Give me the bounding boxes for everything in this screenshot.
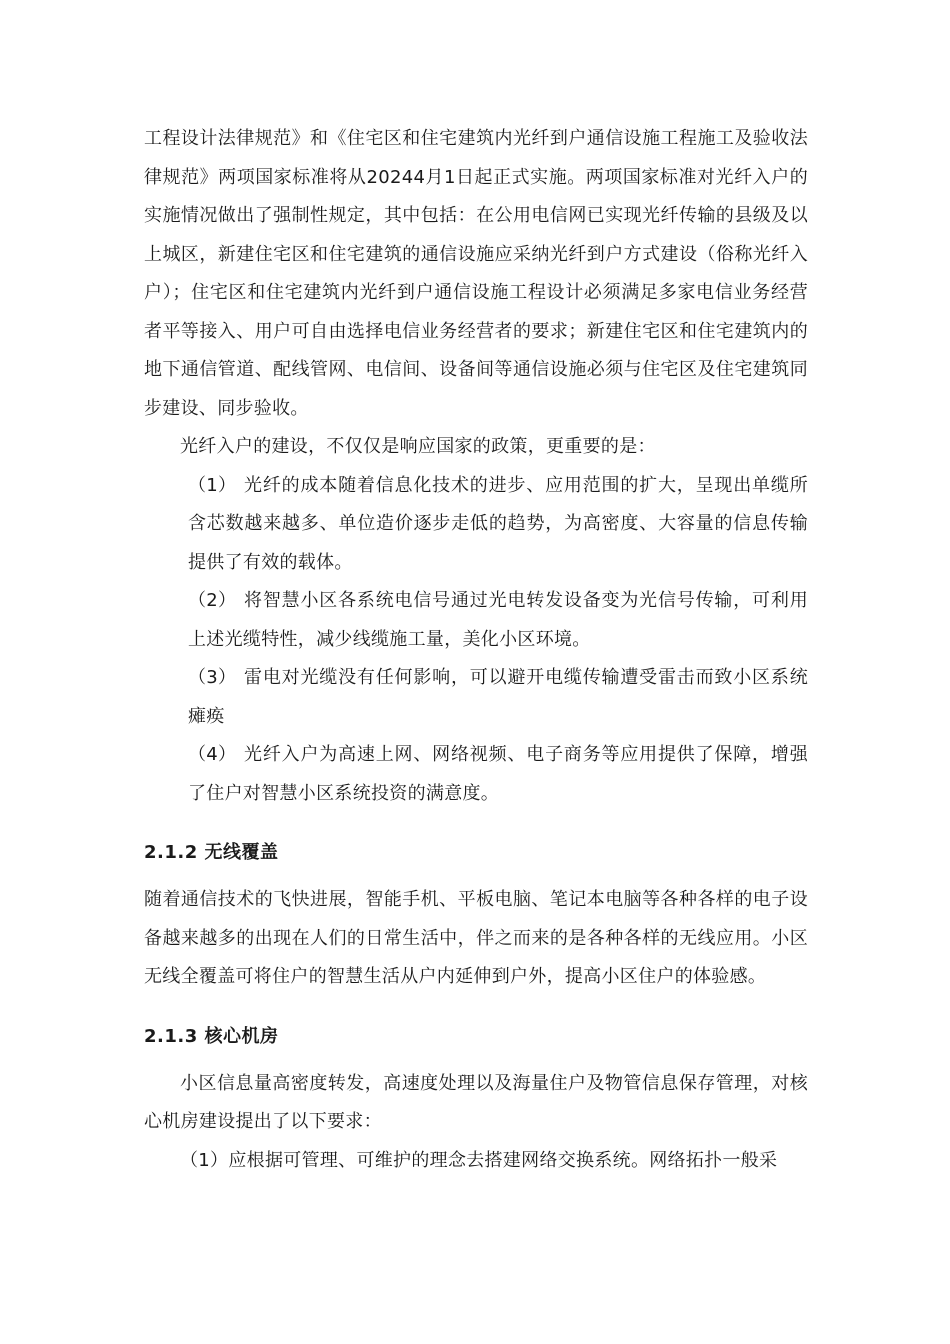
list-text: 雷电对光缆没有任何影响，可以避开电缆传输遭受雷击而致小区系统瘫痪 [188, 667, 808, 727]
list-item [144, 736, 808, 813]
list-text: 光纤入户为高速上网、网络视频、电子商务等应用提供了保障，增强了住户对智慧小区系统投资的满意度。 [188, 744, 808, 804]
list-item [144, 582, 808, 659]
lead-sentence: 光纤入户的建设，不仅仅是响应国家的政策，更重要的是： [180, 436, 656, 457]
intro-paragraph: 工程设计法律规范》和《住宅区和住宅建筑内光纤到户通信设施工程施工及验收法律规范》两项国家标准将从20244月1日起正式实施。两项国家标准对光纤入户的实施情况做出了强制性规定，其中包括：在公用电信网已实现光纤传输的县级及以上城区，新建住宅区和住宅建筑的通信设施应采纳光纤到户方式建设（俗称光纤入户）；住宅区和住宅建筑内光纤到户通信设施工程设计必须满足多家电信业务经营者平等接入、用户可自由选择电信业务经营者的要求；新建住宅区和住宅建筑内的地下通信管道、配线管网、电信间、设备间等通信设施必须与住宅区及住宅建筑同步建设、同步验收。 [144, 128, 808, 419]
core-room-paragraph: 小区信息量高密度转发，高速度处理以及海量住户及物管信息保存管理，对核心机房建设提出了以下要求： [144, 1072, 808, 1132]
list-item [144, 659, 808, 736]
list-item [144, 467, 808, 583]
core-room-item-1: （1）应根据可管理、可维护的理念去搭建网络交换系统。网络拓扑一般采 [180, 1149, 778, 1171]
list-text: 将智慧小区各系统电信号通过光电转发设备变为光信号传输，可利用上述光缆特性，减少线缆施工量，美化小区环境。 [188, 590, 808, 650]
wireless-paragraph: 随着通信技术的飞快进展，智能手机、平板电脑、笔记本电脑等各种各样的电子设备越来越多的出现在人们的日常生活中，伴之而来的是各种各样的无线应用。小区无线全覆盖可将住户的智慧生活从户内延伸到户外，提高小区住户的体验感。 [144, 889, 808, 987]
list-number: （4） [188, 744, 237, 765]
section-heading-wireless: 2.1.2 无线覆盖 [144, 842, 279, 863]
document-page [144, 120, 808, 1180]
fiber-benefits-list [144, 467, 808, 814]
list-number: （1） [188, 474, 237, 496]
section-heading-core-room: 2.1.3 核心机房 [144, 1025, 279, 1047]
list-number: （3） [188, 667, 237, 688]
list-number: （2） [188, 590, 237, 611]
list-text: 光纤的成本随着信息化技术的进步、应用范围的扩大，呈现出单缆所含芯数越来越多、单位造价逐步走低的趋势，为高密度、大容量的信息传输提供了有效的载体。 [188, 474, 808, 573]
